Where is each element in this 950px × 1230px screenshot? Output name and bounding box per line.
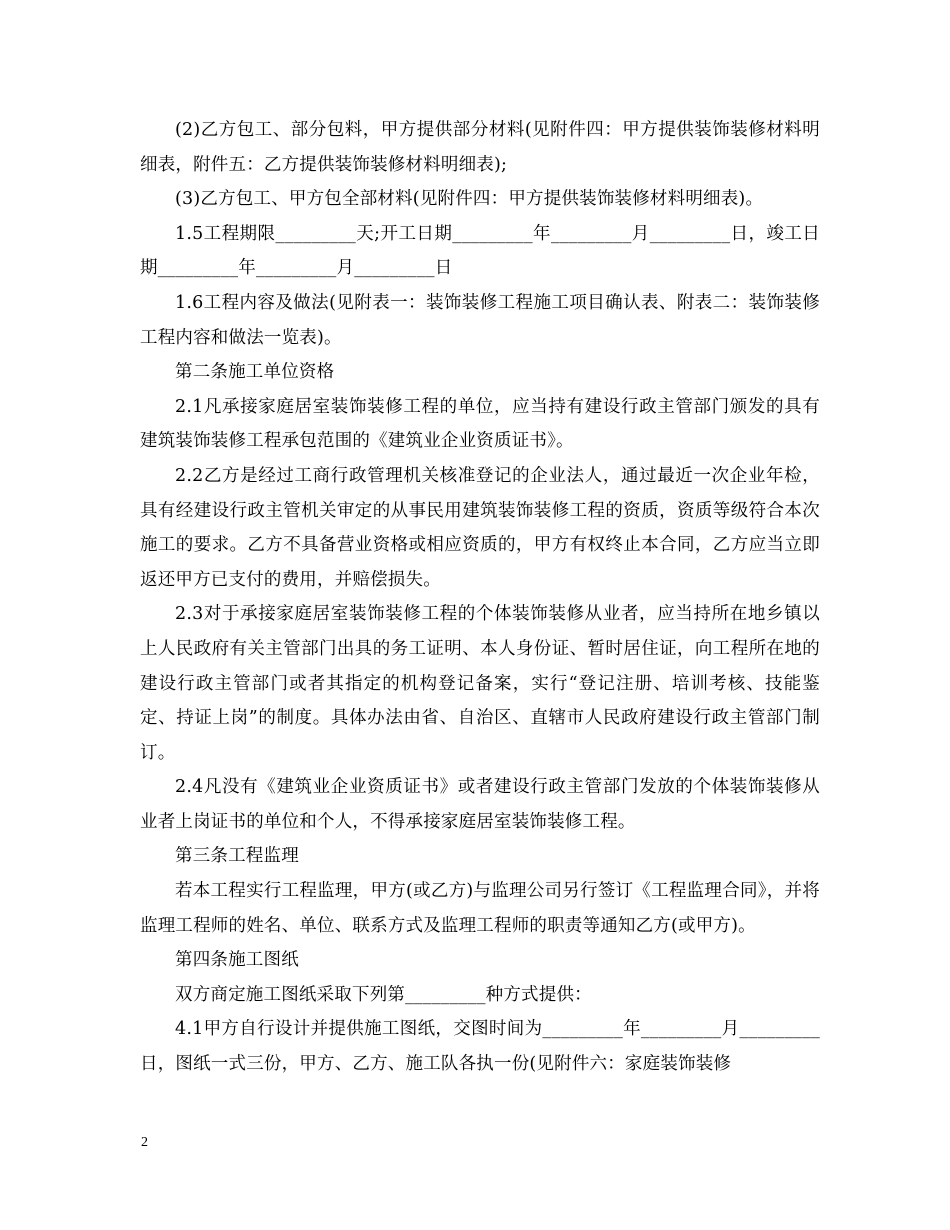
contract-body [140,113,820,1082]
heading-article-3: 第三条工程监理 [175,846,299,867]
paragraph-4-1: 4.1甲方自行设计并提供施工图纸，交图时间为_________年_________月_________日，图纸一式三份，甲方、乙方、施工队各执一份(见附件六：家庭装饰装修 [140,1019,820,1075]
paragraph-contract-type-2: (2)乙方包工、部分包料，甲方提供部分材料(见附件四：甲方提供装饰装修材料明细表，附件五：乙方提供装饰装修材料明细表); [140,120,820,175]
paragraph-supervision: 若本工程实行工程监理，甲方(或乙方)与监理公司另行签订《工程监理合同》，并将监理工程师的姓名、单位、联系方式及监理工程师的职责等通知乙方(或甲方)。 [140,881,820,936]
page-number: 2 [141,1135,148,1150]
paragraph-2-1: 2.1凡承接家庭居室装饰装修工程的单位，应当持有建设行政主管部门颁发的具有建筑装饰装修工程承包范围的《建筑业企业资质证书》。 [140,396,820,452]
paragraph-2-4: 2.4凡没有《建筑业企业资质证书》或者建设行政主管部门发放的个体装饰装修从业者上岗证书的单位和个人，不得承接家庭居室装饰装修工程。 [140,777,820,832]
heading-article-4: 第四条施工图纸 [175,950,299,971]
paragraph-1-5-project-period: 1.5工程期限_________天;开工日期_________年_________月_________日，竣工日期_________年_________月_________日 [140,223,820,279]
paragraph-2-3: 2.3对于承接家庭居室装饰装修工程的个体装饰装修从业者，应当持所在地乡镇以上人民政府有关主管部门出具的务工证明、本人身份证、暂时居住证，向工程所在地的建设行政主管部门或者其指定的机构登记备案，实行“登记注册、培训考核、技能鉴定、持证上岗”的制度。具体办法由省、自治区、直辖市人民政府建设行政主管部门制订。 [140,604,820,763]
paragraph-contract-type-3: (3)乙方包工、甲方包全部材料(见附件四：甲方提供装饰装修材料明细表)。 [175,189,764,210]
paragraph-1-6-project-content: 1.6工程内容及做法(见附表一：装饰装修工程施工项目确认表、附表二：装饰装修工程内容和做法一览表)。 [140,292,820,348]
paragraph-drawing-method: 双方商定施工图纸采取下列第_________种方式提供： [175,984,592,1005]
paragraph-2-2: 2.2乙方是经过工商行政管理机关核准登记的企业法人，通过最近一次企业年检，具有经建设行政主管机关审定的从事民用建筑装饰装修工程的资质，资质等级符合本次施工的要求。乙方不具备营业资格或相应资质的，甲方有权终止本合同，乙方应当立即返还甲方已支付的费用，并赔偿损失。 [140,465,820,590]
heading-article-2: 第二条施工单位资格 [175,362,335,383]
